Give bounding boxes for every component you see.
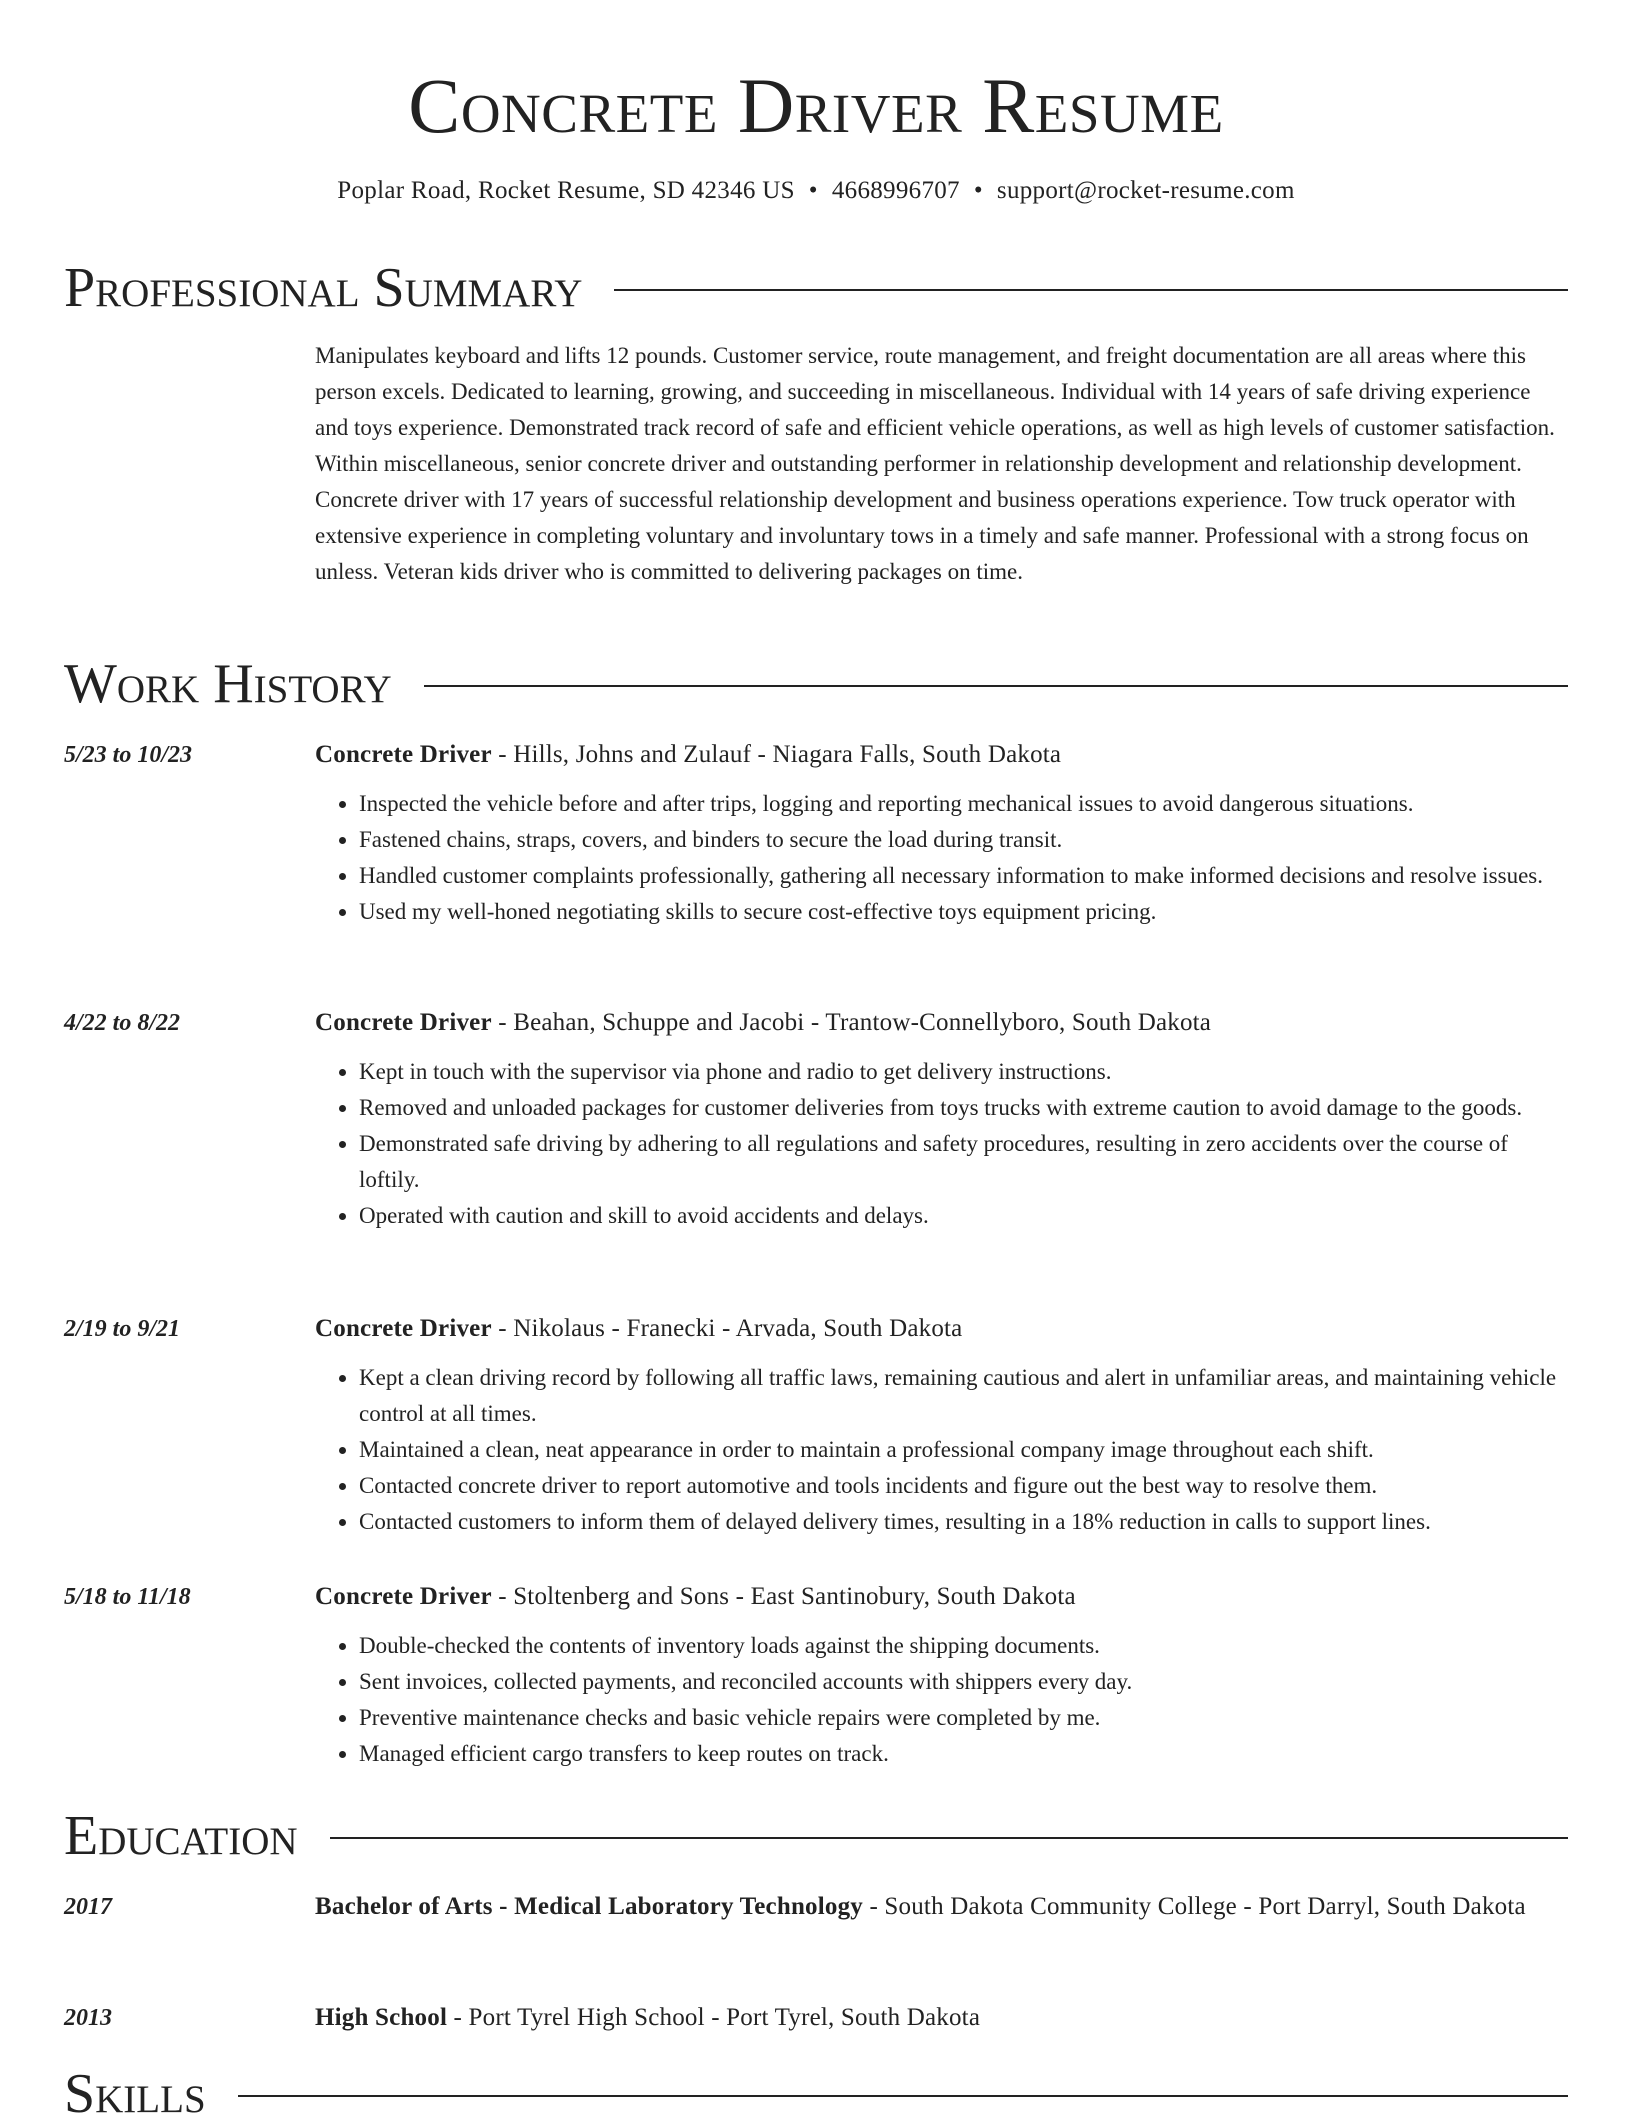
job-bullet: • Preventive maintenance checks and basic vehicle repairs were completed by me. — [359, 1700, 1568, 1736]
job-title: Concrete Driver — [315, 1583, 492, 1610]
contact-separator: • — [808, 177, 818, 204]
section-divider — [238, 2095, 1568, 2097]
job-body — [315, 1310, 1568, 1540]
job-bullet: • Removed and unloaded packages for customer deliveries from toys trucks with extreme caution to avoid damage to the goods. — [359, 1090, 1568, 1126]
summary-heading — [64, 256, 1568, 320]
job-body — [315, 1004, 1568, 1234]
degree-title: High School — [315, 2004, 448, 2031]
work-history-section — [64, 652, 1568, 716]
job-header — [315, 1004, 1568, 1042]
job-title: Concrete Driver — [315, 1009, 492, 1036]
job-date: 2/19 to 9/21 — [64, 1316, 181, 1342]
education-header — [315, 1888, 1568, 1926]
job-body — [315, 1578, 1568, 1772]
resume-page — [64, 0, 1568, 2125]
job-bullet: • Kept in touch with the supervisor via phone and radio to get delivery instructions. — [359, 1054, 1568, 1090]
summary-text: Manipulates keyboard and lifts 12 pounds. Customer service, route management, and freight documentation are all areas where this person excels. Dedicated to learning, growing, and succeeding in miscellaneous. Individual with 14 years of safe driving experience and toys experience. Demonstrated track record of safe and efficient vehicle operations, as well as high levels of customer satisfaction. Within miscellaneous, senior concrete driver and outstanding performer in relationship development and relationship development. Concrete driver with 17 years of successful relationship development and business operations experience. Tow truck operator with extensive experience in completing voluntary and involuntary tows in a timely and safe manner. Professional with a strong focus on unless. Veteran kids driver who is committed to delivering packages on time. — [315, 343, 1555, 584]
education-body — [315, 1999, 1568, 2037]
job-bullet: • Double-checked the contents of inventory loads against the shipping documents. — [359, 1628, 1568, 1664]
job-entry — [64, 736, 1568, 930]
job-bullet: • Maintained a clean, neat appearance in order to maintain a professional company image throughout each shift. — [359, 1432, 1568, 1468]
job-details: - Hills, Johns and Zulauf - Niagara Falls, South Dakota — [491, 741, 1062, 768]
contact-address: Poplar Road, Rocket Resume, SD 42346 US — [337, 177, 795, 204]
skills-heading — [64, 2062, 1568, 2126]
section-divider — [614, 289, 1568, 291]
job-bullet: • Used my well-honed negotiating skills to secure cost-effective toys equipment pricing. — [359, 894, 1568, 930]
education-title: Education — [64, 1805, 298, 1867]
job-header — [315, 736, 1568, 774]
job-bullet: • Handled customer complaints professionally, gathering all necessary information to make informed decisions and resolve issues. — [359, 858, 1568, 894]
job-details: - Nikolaus - Franecki - Arvada, South Dakota — [491, 1315, 963, 1342]
education-entry — [64, 1888, 1568, 1926]
job-details: - Stoltenberg and Sons - East Santinobury, South Dakota — [491, 1583, 1076, 1610]
contact-line — [64, 174, 1568, 208]
job-header — [315, 1310, 1568, 1348]
job-body — [315, 736, 1568, 930]
summary-title: Professional Summary — [64, 257, 583, 319]
job-bullet: • Fastened chains, straps, covers, and binders to secure the load during transit. — [359, 822, 1568, 858]
job-details: - Beahan, Schuppe and Jacobi - Trantow-Connellyboro, South Dakota — [491, 1009, 1212, 1036]
job-bullets — [315, 786, 1568, 930]
job-date: 5/18 to 11/18 — [64, 1584, 191, 1610]
education-date: 2013 — [64, 2005, 112, 2031]
job-bullet: • Contacted concrete driver to report automotive and tools incidents and figure out the best way to resolve them. — [359, 1468, 1568, 1504]
job-entry — [64, 1578, 1568, 1772]
degree-title: Bachelor of Arts - Medical Laboratory Technology — [315, 1893, 863, 1920]
job-date: 5/23 to 10/23 — [64, 742, 193, 768]
job-bullet: • Sent invoices, collected payments, and reconciled accounts with shippers every day. — [359, 1664, 1568, 1700]
section-divider — [330, 1837, 1568, 1839]
job-bullets — [315, 1360, 1568, 1540]
skills-section — [64, 2062, 1568, 2126]
contact-separator: • — [973, 177, 983, 204]
job-date: 4/22 to 8/22 — [64, 1010, 181, 1036]
job-bullet: • Operated with caution and skill to avoid accidents and delays. — [359, 1198, 1568, 1234]
work-history-title: Work History — [64, 653, 392, 715]
education-details: - South Dakota Community College - Port Darryl, South Dakota — [863, 1893, 1526, 1920]
education-entry — [64, 1999, 1568, 2037]
job-bullet: • Inspected the vehicle before and after trips, logging and reporting mechanical issues to avoid dangerous situations. — [359, 786, 1568, 822]
job-bullets — [315, 1628, 1568, 1772]
summary-section — [64, 256, 1568, 590]
education-body — [315, 1888, 1568, 1926]
job-header — [315, 1578, 1568, 1616]
education-date: 2017 — [64, 1894, 112, 1920]
work-history-heading — [64, 652, 1568, 716]
education-header — [315, 1999, 1568, 2037]
resume-title: Concrete Driver Resume — [408, 62, 1224, 149]
job-bullets — [315, 1054, 1568, 1234]
contact-phone: 4668996707 — [831, 177, 960, 204]
education-heading — [64, 1804, 1568, 1868]
job-title: Concrete Driver — [315, 741, 492, 768]
job-bullet: • Managed efficient cargo transfers to keep routes on track. — [359, 1736, 1568, 1772]
job-title: Concrete Driver — [315, 1315, 492, 1342]
job-bullet: • Contacted customers to inform them of delayed delivery times, resulting in a 18% reduction in calls to support lines. — [359, 1504, 1568, 1540]
education-section — [64, 1804, 1568, 1868]
job-entry — [64, 1004, 1568, 1234]
job-entry — [64, 1310, 1568, 1540]
job-bullet: • Kept a clean driving record by following all traffic laws, remaining cautious and alert in unfamiliar areas, and maintaining vehicle control at all times. — [359, 1360, 1568, 1432]
education-details: - Port Tyrel High School - Port Tyrel, South Dakota — [447, 2004, 981, 2031]
job-bullet: • Demonstrated safe driving by adhering to all regulations and safety procedures, resulting in zero accidents over the course of loftily. — [359, 1126, 1568, 1198]
contact-email: support@rocket-resume.com — [996, 177, 1295, 204]
skills-title: Skills — [64, 2063, 206, 2125]
section-divider — [424, 685, 1568, 687]
